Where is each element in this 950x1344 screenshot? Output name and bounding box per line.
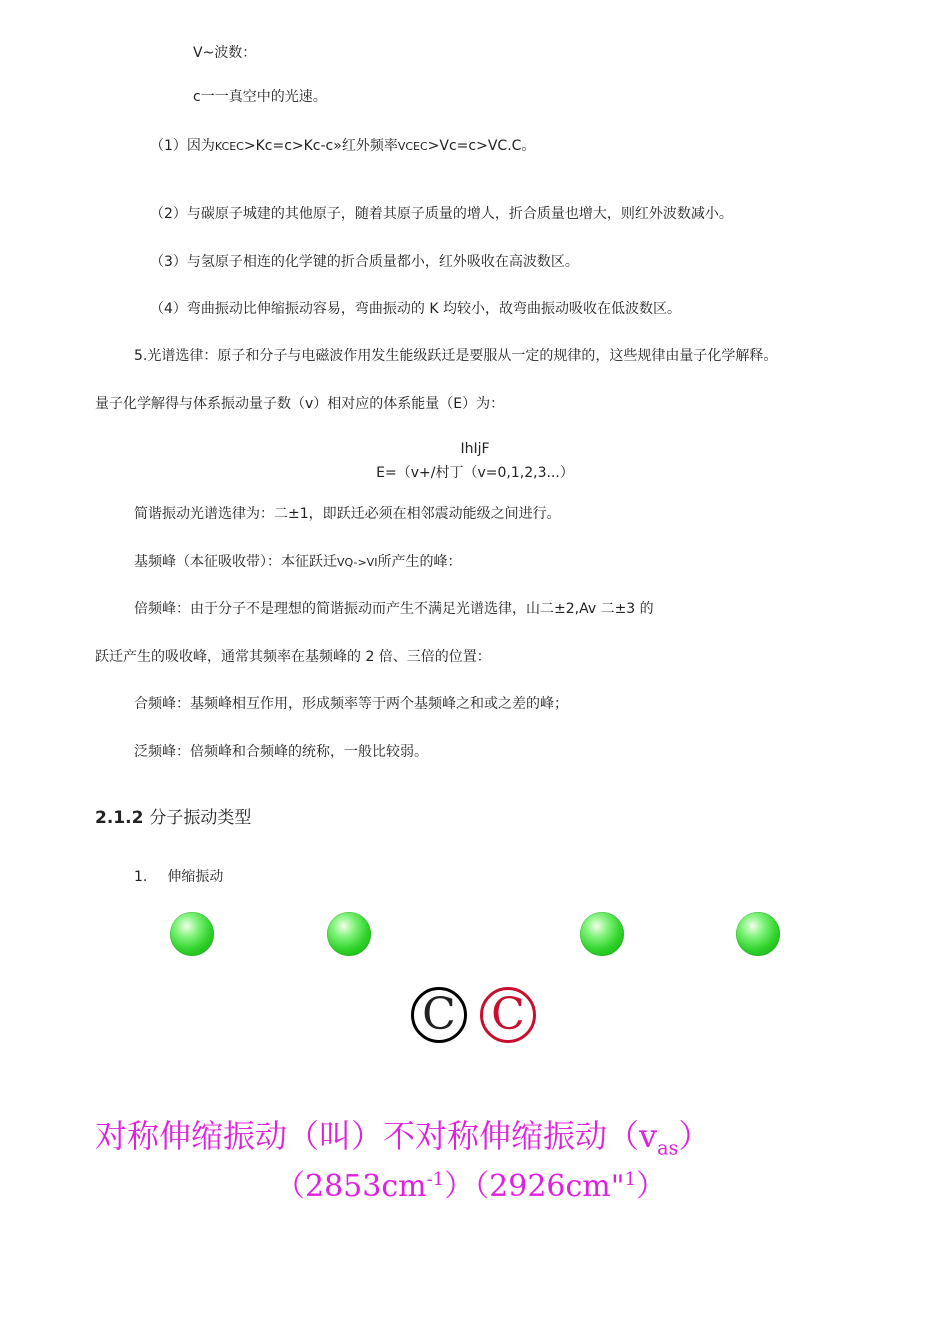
formula-numerator: IhIjF xyxy=(460,441,490,457)
text-line: 5.光谱选律：原子和分子与电磁波作用发生能级跃迁是要服从一定的规律的，这些规律由量子化学解释。 xyxy=(134,348,778,364)
text-line: 量子化学解得与体系振动量子数（v）相对应的体系能量（E）为： xyxy=(95,396,505,412)
text-line: （2）与碳原子城建的其他原子，随着其原子质量的增人，折合质量也增大，则红外波数减小。 xyxy=(150,206,733,222)
section-heading: 2.1.2 分子振动类型 xyxy=(95,808,252,828)
formula: E=（v+/村丁（v=0,1,2,3...） xyxy=(376,465,574,481)
text-line: （1）因为KCEC>Kc=c>Kc-c»红外频率VCEC>Vc=c>VC.C。 xyxy=(150,138,536,154)
text-line: 基频峰（本征吸收带）：本征跃迁VQ->VI所产生的峰： xyxy=(134,554,462,570)
text-line: （3）与氢原子相连的化学键的折合质量都小，红外吸收在高波数区。 xyxy=(150,254,579,270)
text-line: （4）弯曲振动比伸缩振动容易，弯曲振动的 K 均较小，故弯曲振动吸收在低波数区。 xyxy=(150,301,681,317)
text-line: c一一真空中的光速。 xyxy=(193,89,327,105)
carbon-symbol-red-icon: C xyxy=(480,987,536,1043)
carbon-symbol-icon: C xyxy=(411,987,467,1043)
text-line: 倍频峰：由于分子不是理想的简谐振动而产生不满足光谱选律，山二±2,Av 二±3 的 xyxy=(134,601,654,617)
text-line: 合频峰：基频峰相互作用，形成频率等于两个基频峰之和或之差的峰； xyxy=(134,696,568,712)
figure-caption-wavenumbers: $(2853cm^{-1})(2926cm"^1)$ xyxy=(275,1169,667,1204)
text-line: V~波数： xyxy=(193,45,257,61)
list-item: 1. 伸缩振动 xyxy=(134,869,224,885)
text-line: 简谐振动光谱选律为：二±1，即跃迁必须在相邻震动能级之间进行。 xyxy=(134,506,561,522)
atom-ball-icon xyxy=(327,912,371,956)
atom-ball-icon xyxy=(580,912,624,956)
atom-ball-icon xyxy=(736,912,780,956)
figure-caption: 对称伸缩振动（叫）不对称伸缩振动$(v_{as})$ xyxy=(95,1117,711,1160)
atom-ball-icon xyxy=(170,912,214,956)
text-line: 泛频峰：倍频峰和合频峰的统称，一般比较弱。 xyxy=(134,744,428,760)
text-line: 跃迁产生的吸收峰，通常其频率在基频峰的 2 倍、三倍的位置： xyxy=(95,649,491,665)
